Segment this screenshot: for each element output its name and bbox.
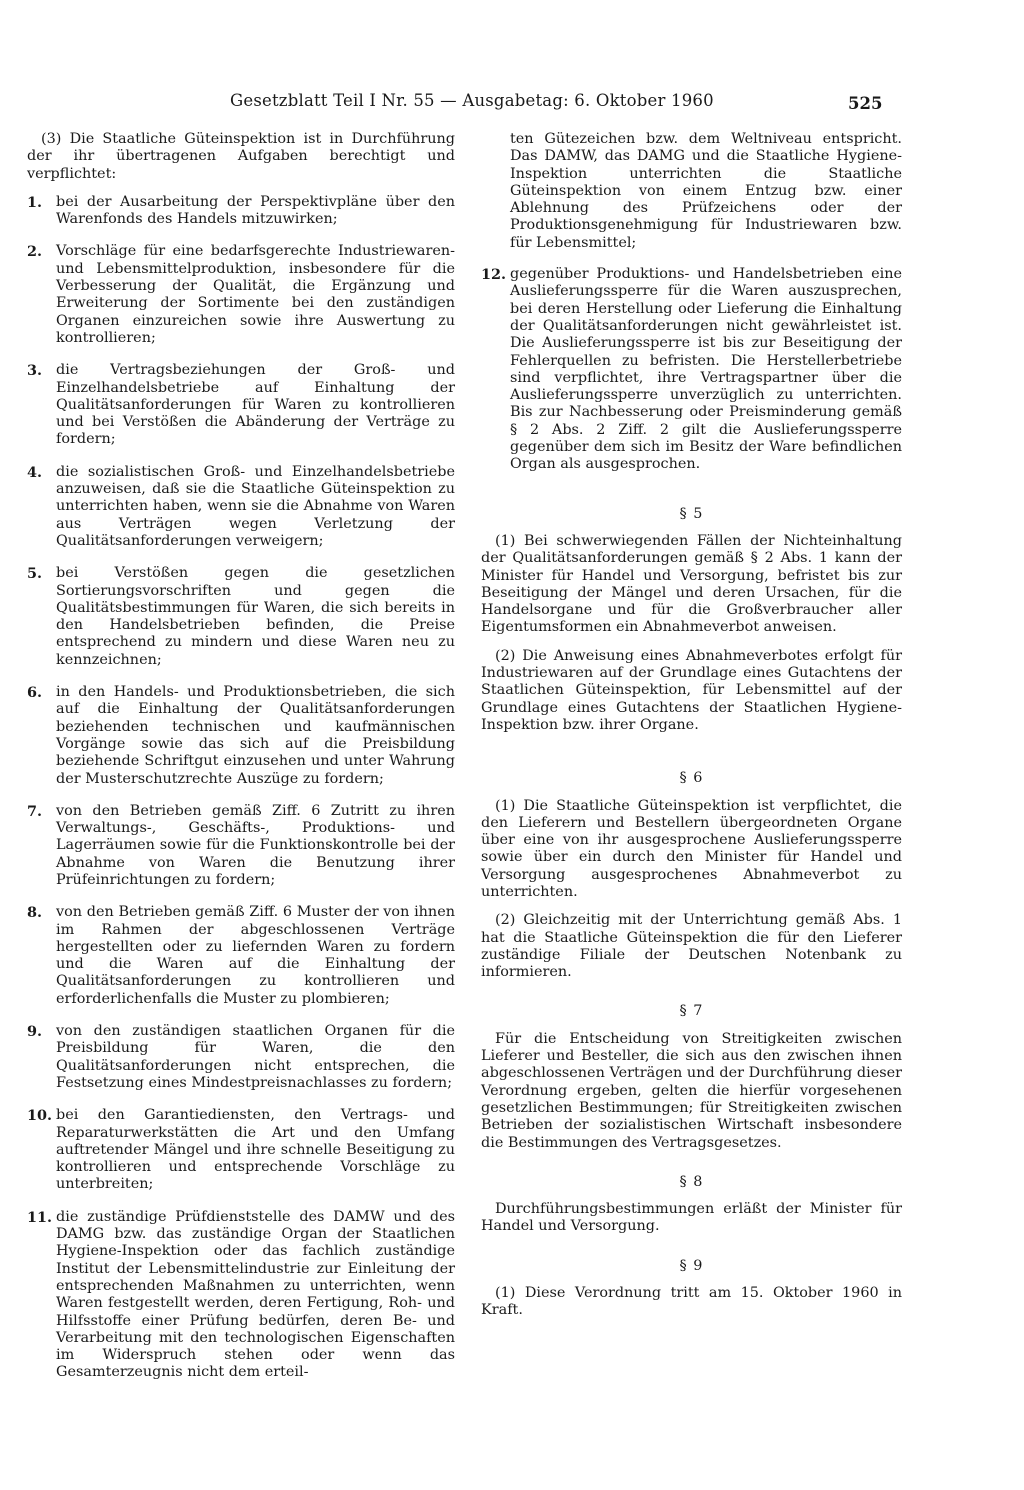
section-5-paragraph-1: (1) Bei schwerwiegenden Fällen der Nichteinhaltung der Qualitätsanforderungen gemäß § 2 Abs. 1 kann der Minister für Handel und Versorgung, befristet bis zur Beseitigung der Mängel und deren Ursachen, für die Handelsorgane und für die Großverbraucher aller Eigentumsformen ein Abnahmeverbot anweisen. <box>481 532 902 636</box>
list-item-3 <box>27 362 455 448</box>
item-text: in den Handels- und Produktionsbetrieben, die sich auf die Einhaltung der Qualitätsanforderungen beziehenden technischen und kaufmännischen Vorgänge sowie das sich auf die Preisbildung beziehende Schriftgut einzusehen und unter Wahrung der Musterschutzrechte Auszüge zu fordern; <box>56 684 455 787</box>
section-8-paragraph-1: Durchführungsbestimmungen erläßt der Minister für Handel und Versorgung. <box>481 1201 902 1235</box>
list-item-11 <box>27 1209 455 1382</box>
item-number: 9. <box>27 1023 43 1041</box>
item-text: die sozialistischen Groß- und Einzelhandelsbetriebe anzuweisen, daß sie die Staatliche Güteinspektion zu unterrichten haben, wenn sie die Abnahme von Waren aus Verträgen wegen Verletzung der Qualitätsanforderungen verweigern; <box>56 463 455 549</box>
item-number: 6. <box>27 684 43 702</box>
item-number: 5. <box>27 565 43 583</box>
section-7-paragraph-1: Für die Entscheidung von Streitigkeiten zwischen Lieferer und Besteller, die sich aus den zwischen ihnen abgeschlossenen Verträgen und der Durchführung dieser Verordnung ergeben, gelten die hierfür vorgesehenen gesetzlichen Bestimmungen; für Streitigkeiten zwischen Betrieben der sozialistischen Wirtschaft insbesondere die Bestimmungen des Vertragsgesetzes. <box>481 1030 902 1151</box>
section-5-paragraph-2: (2) Die Anweisung eines Abnahmeverbotes erfolgt für Industriewaren auf der Grundlage eines Gutachtens der Staatlichen Güteinspektion, für Lebensmittel auf der Grundlage eines Gutachtens der Staatlichen Hygiene-Inspektion bzw. ihrer Organe. <box>481 647 902 733</box>
item-text: bei Verstößen gegen die gesetzlichen Sortierungsvorschriften und gegen die Qualitätsbestimmungen für Waren, die sich bereits in den Handelsbetrieben befinden, die Preise entsprechend zu mindern und diese Waren neu zu kennzeichnen; <box>56 565 455 668</box>
section-9-paragraph-1: (1) Diese Verordnung tritt am 15. Oktober 1960 in Kraft. <box>481 1285 902 1319</box>
list-item-9 <box>27 1023 455 1092</box>
enumerated-list <box>27 194 455 1382</box>
item-number: 10. <box>27 1107 53 1125</box>
page-header: Gesetzblatt Teil I Nr. 55 — Ausgabetag: 6. Oktober 1960 <box>230 91 714 110</box>
item-text: gegenüber Produktions- und Handelsbetrieben eine Auslieferungssperre für die Waren auszusprechen, bei deren Herstellung oder Lieferung die Einhaltung der Qualitätsanforderungen nicht gewährleistet ist. Die Auslieferungssperre ist bis zur Beseitigung der Fehlerquellen zu befristen. Die Herstellerbetriebe sind verpflichtet, ihre Vertragspartner über die Auslieferungssperre unverzüglich zu unterrichten. Bis zur Nachbesserung oder Preisminderung gemäß § 2 Abs. 2 Ziff. 2 gilt die Auslieferungssperre gegenüber dem sich im Besitz der Ware befindlichen Organ als ausgesprochen. <box>510 266 902 473</box>
item-text: von den Betrieben gemäß Ziff. 6 Muster der von ihnen im Rahmen der abgeschlossenen Verträge hergestellten oder zu liefernden Waren zu fordern und die Waren auf die Einhaltung der Qualitätsanforderungen zu kontrollieren und erforderlichenfalls die Muster zu plombieren; <box>56 904 455 1007</box>
item-text: bei der Ausarbeitung der Perspektivpläne über den Warenfonds des Handels mitzuwirken; <box>56 193 455 228</box>
list-item-12 <box>481 266 902 474</box>
page-number: 525 <box>848 94 883 113</box>
list-item-6 <box>27 684 455 788</box>
section-heading-5: § 5 <box>679 505 704 522</box>
list-item-7 <box>27 803 455 889</box>
item-text: von den zuständigen staatlichen Organen für die Preisbildung für Waren, die den Qualitätsanforderungen nicht entsprechen, die Festsetzung eines Mindestpreisnachlasses zu fordern; <box>56 1023 455 1091</box>
right-column <box>481 131 902 1331</box>
section-heading-7: § 7 <box>679 1003 704 1020</box>
item-number: 1. <box>27 193 43 211</box>
list-item-5 <box>27 565 455 669</box>
item-text: bei den Garantiediensten, den Vertrags- und Reparaturwerkstätten die Art und den Umfang auftretender Mängel und ihre schnelle Beseitigung zu kontrollieren und entsprechende Vorschläge zu unterbreiten; <box>56 1107 455 1193</box>
item-number: 4. <box>27 463 43 481</box>
item-number: 8. <box>27 904 43 922</box>
item-number: 3. <box>27 362 43 380</box>
list-item-10 <box>27 1107 455 1193</box>
list-item-8 <box>27 904 455 1008</box>
item-text: die Vertragsbeziehungen der Groß- und Einzelhandelsbetriebe auf Einhaltung der Qualitätsanforderungen für Waren zu kontrollieren und bei Verstößen die Abänderung der Verträge zu fordern; <box>56 362 455 448</box>
item-text: Vorschläge für eine bedarfsgerechte Industriewaren- und Lebensmittelproduktion, insbesondere für die Verbesserung der Qualität, die Ergänzung und Erweiterung der Sortimente bei den zuständigen Organen einzureichen sowie ihre Auswertung zu kontrollieren; <box>56 243 455 346</box>
item-number: 7. <box>27 802 43 820</box>
item-number: 12. <box>481 266 507 284</box>
section-heading-6: § 6 <box>679 770 704 787</box>
section-heading-8: § 8 <box>679 1173 704 1190</box>
item-text: die zuständige Prüfdienststelle des DAMW und des DAMG bzw. das zuständige Organ der Staatlichen Hygiene-Inspektion oder das fachlich zuständige Institut der Lebensmittelindustrie zur Einleitung der entsprechenden Maßnahmen zu unterrichten, wenn Waren festgestellt werden, deren Fertigung, Roh- und Hilfsstoffe einer Prüfung bedürfen, deren Be- und Verarbeitung mit den technologischen Eigenschaften im Widerspruch stehen oder wenn das Gesamterzeugnis nicht dem erteil- <box>56 1208 455 1381</box>
section-6-paragraph-1: (1) Die Staatliche Güteinspektion ist verpflichtet, die den Lieferern und Bestellern übergeordneten Organe über eine von ihr ausgesprochene Auslieferungssperre sowie über ein durch den Minister für Handel und Versorgung ausgesprochenes Abnahmeverbot zu unterrichten. <box>481 797 902 900</box>
paragraph-3-intro: (3) Die Staatliche Güteinspektion ist in Durchführung der ihr übertragenen Aufgaben berechtigt und verpflichtet: <box>27 131 455 182</box>
left-column <box>27 131 455 1397</box>
list-item-1 <box>27 194 455 229</box>
item-number: 11. <box>27 1208 53 1226</box>
section-heading-9: § 9 <box>679 1257 704 1274</box>
list-item-4 <box>27 464 455 550</box>
item-number: 2. <box>27 243 43 261</box>
section-6-paragraph-2: (2) Gleichzeitig mit der Unterrichtung gemäß Abs. 1 hat die Staatliche Güteinspektion die für den Lieferer zuständige Filiale der Deutschen Notenbank zu informieren. <box>481 912 902 981</box>
item-text: von den Betrieben gemäß Ziff. 6 Zutritt zu ihren Verwaltungs-, Geschäfts-, Produktions- und Lagerräumen sowie für die Funktionskontrolle bei der Abnahme von Waren die Benutzung ihrer Prüfeinrichtungen zu fordern; <box>56 802 455 888</box>
list-item-2 <box>27 243 455 347</box>
list-item-11-continued: ten Gütezeichen bzw. dem Weltniveau entspricht. Das DAMW, das DAMG und die Staatliche Hygiene-Inspektion unterrichten die Staatliche Güteinspektion von einem Entzug bzw. einer Ablehnung des Prüfzeichens oder der Produktionsgenehmigung für Industriewaren bzw. für Lebensmittel; <box>510 131 902 251</box>
